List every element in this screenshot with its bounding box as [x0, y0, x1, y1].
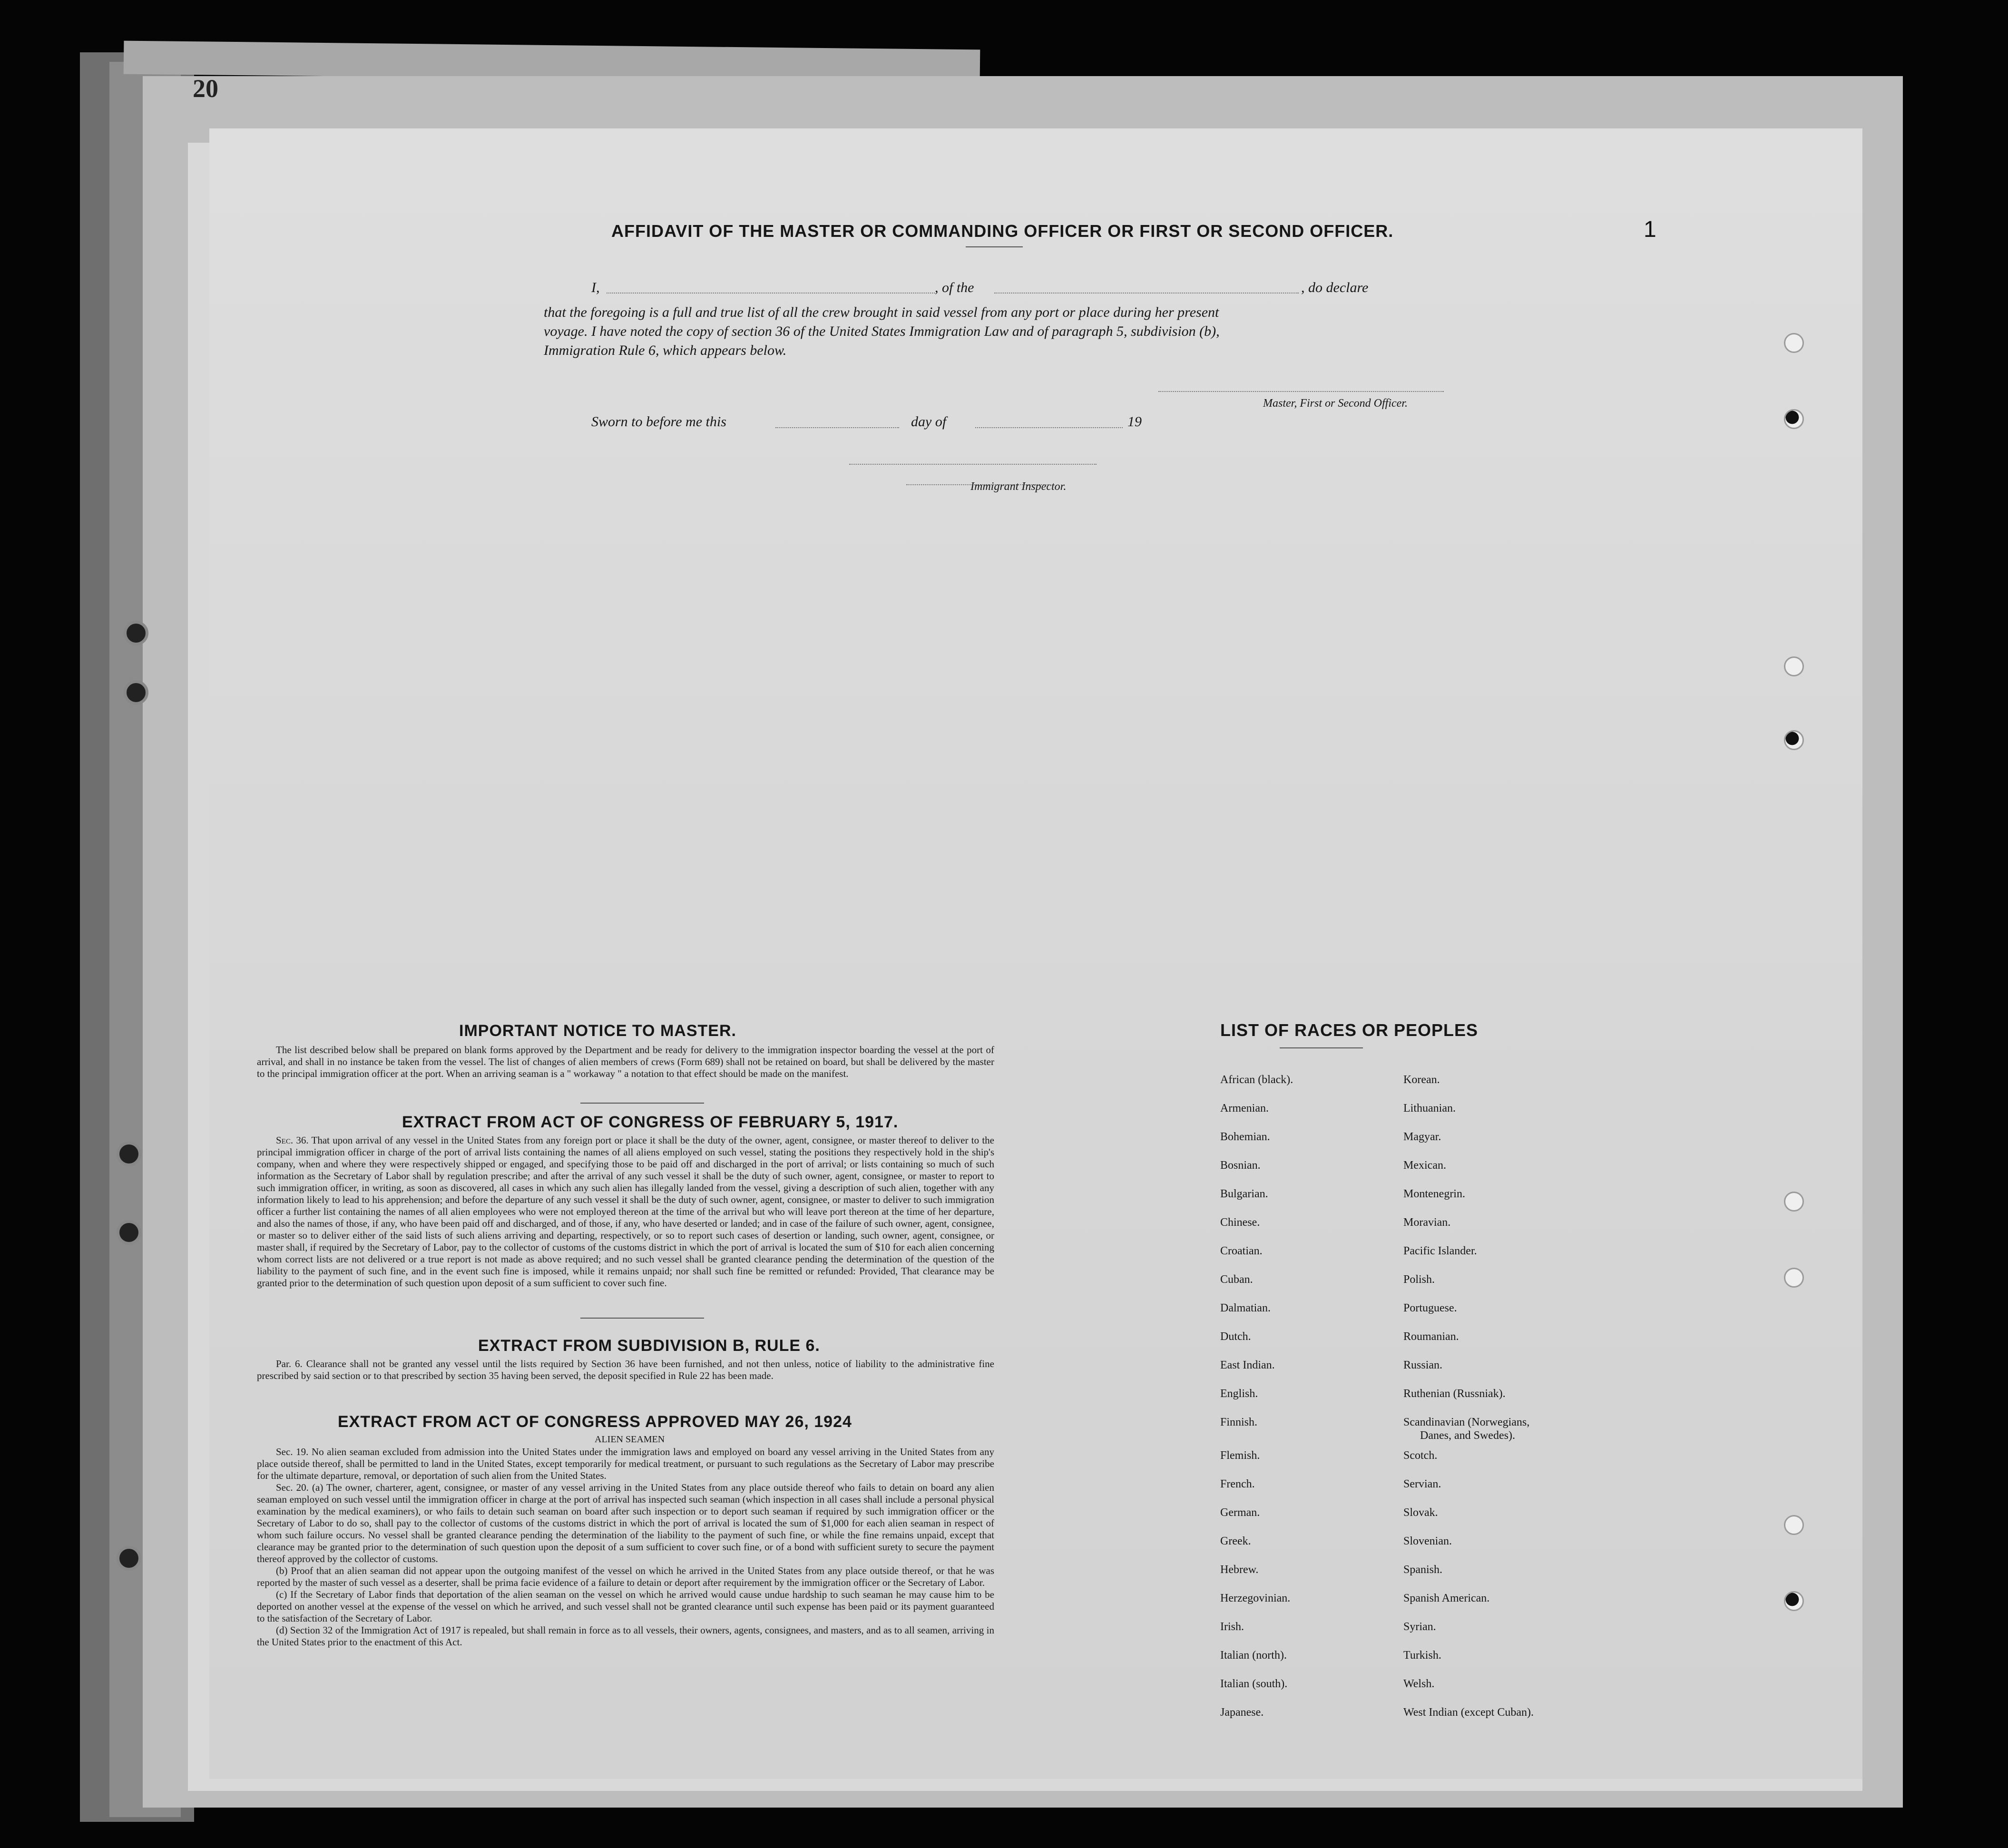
punch-hole-icon: [1784, 409, 1804, 429]
binder-ring-icon: [117, 1220, 141, 1245]
punch-hole-icon: [1784, 1515, 1804, 1535]
extract-rule6-body: Par. 6. Clearance shall not be granted any vessel until the lists required by Section 36 have been furnished, and not then unless, notice of liability to the administrative fine prescribed by said section or to that prescribed by section 35 having been served, the deposit specified in Rule 22 has been made.: [257, 1358, 994, 1381]
section-20d: (d) Section 32 of the Immigration Act of 1917 is repealed, but shall remain in force as to all vessels, their owners, agents, consignees, and masters, and as to all seamen, arriving in the United States prior to the enactment of this Act.: [257, 1624, 994, 1648]
edge-tab: 20: [193, 74, 218, 103]
race-item: Japanese.: [1220, 1706, 1264, 1719]
affidavit-of-the: , of the: [935, 280, 974, 295]
race-item: Polish.: [1403, 1273, 1435, 1286]
race-item: Montenegrin.: [1403, 1188, 1465, 1200]
race-item: Bulgarian.: [1220, 1188, 1268, 1200]
race-item: Russian.: [1403, 1359, 1443, 1371]
section-20b: (b) Proof that an alien seaman did not appear upon the outgoing manifest of the vessel on which he arrived in the United States from any place outside thereof, or that he was reported by the master of such vessel as a deserter, shall be prima facie evidence of a failure to detain or deport after requirement by the immigration officer or the Secretary of Labor.: [257, 1565, 994, 1588]
race-item: Magyar.: [1403, 1131, 1441, 1143]
inspector-signature-line: [849, 464, 1097, 465]
race-item: German.: [1220, 1506, 1260, 1519]
sworn-date-blank: [775, 427, 899, 428]
race-item: Roumanian.: [1403, 1330, 1459, 1343]
punch-hole-icon: [1784, 1192, 1804, 1212]
notice-body: The list described below shall be prepared on blank forms approved by the Department and be ready for delivery to the immigration inspector boarding the vessel at the port of arrival, and shall in no instance be taken from the vessel. The list of changes of alien members of crews (Form 689) shall not be retained on board, but shall be delivered by the master to the principal immigration officer at the port. When an arriving seaman is a " workaway " a notation to that effect should be made on the manifest.: [257, 1044, 994, 1079]
punch-hole-icon: [1784, 333, 1804, 353]
race-item: Irish.: [1220, 1621, 1244, 1633]
race-item: English.: [1220, 1388, 1258, 1400]
sworn-text: Sworn to before me this: [591, 414, 726, 430]
binder-ring-icon: [124, 621, 148, 645]
extract-rule6-title: EXTRACT FROM SUBDIVISION B, RULE 6.: [478, 1337, 820, 1355]
day-of-text: day of: [911, 414, 947, 430]
extract-1917-section: Sec. 36.: [276, 1134, 309, 1146]
title-underline: [966, 246, 1023, 247]
master-label: Master, First or Second Officer.: [1263, 397, 1408, 410]
section-20a: Sec. 20. (a) The owner, charterer, agent, consignee, or master of any vessel arriving in the United States from any place outside thereof who fails to detain on board any alien seaman employed on such vessel until the immigration officer in charge at the port of arrival has inspected such seaman (which inspection in all cases shall include a personal physical examination by the medical examiners), or who fails to detain such seaman on board after such inspection or to deport such seaman if required by such immigration officer or the Secretary of Labor to do so, shall pay to the collector of customs of the customs district in which the port of arrival is located the sum of $1,000 for each alien seaman in respect of whom such failure occurs. No vessel shall be granted clearance pending the determination of the liability to the payment of such fine, or while the fine remains unpaid, except that clearance may be granted prior to the determination of such question upon the deposit of a sum sufficient to cover such fine, or of a bond with sufficient surety to secure the payment thereof approved by the collector of customs.: [257, 1482, 994, 1564]
race-item: Portuguese.: [1403, 1302, 1457, 1314]
binder-ring-icon: [117, 1142, 141, 1166]
extract-1924-title: EXTRACT FROM ACT OF CONGRESS APPROVED MAY 26, 1924: [338, 1413, 852, 1431]
race-item: Spanish American.: [1403, 1592, 1490, 1604]
races-title: LIST OF RACES OR PEOPLES: [1220, 1020, 1479, 1040]
race-item: Turkish.: [1403, 1649, 1441, 1662]
race-item: Finnish.: [1220, 1416, 1258, 1428]
race-item: Italian (north).: [1220, 1649, 1287, 1662]
race-item: Lithuanian.: [1403, 1102, 1456, 1115]
binder-ring-icon: [117, 1546, 141, 1571]
race-item: Italian (south).: [1220, 1678, 1288, 1690]
race-item: Bohemian.: [1220, 1131, 1270, 1143]
race-item-continued: Danes, and Swedes).: [1420, 1429, 1515, 1442]
race-item: Scandinavian (Norwegians,: [1403, 1416, 1530, 1428]
race-item: French.: [1220, 1478, 1255, 1490]
notice-title: IMPORTANT NOTICE TO MASTER.: [459, 1022, 736, 1040]
race-item: Hebrew.: [1220, 1564, 1259, 1576]
document-page: [209, 128, 1862, 1779]
race-item: Dutch.: [1220, 1330, 1251, 1343]
race-item: Moravian.: [1403, 1216, 1451, 1229]
extract-1924-body: [257, 1446, 994, 1648]
race-item: West Indian (except Cuban).: [1403, 1706, 1534, 1719]
punch-hole-icon: [1784, 730, 1804, 750]
binder-ring-icon: [124, 680, 148, 705]
extract-1917-title: EXTRACT FROM ACT OF CONGRESS OF FEBRUARY 5, 1917.: [402, 1113, 899, 1131]
race-item: Flemish.: [1220, 1449, 1260, 1462]
year-prefix: 19: [1127, 414, 1142, 430]
race-item: Bosnian.: [1220, 1159, 1261, 1172]
affidavit-declare: , do declare: [1301, 280, 1369, 295]
affidavit-i: I,: [591, 280, 600, 295]
extract-1917-text: That upon arrival of any vessel in the United States from any foreign port or place it shall be the duty of the owner, agent, consignee, or master thereof to deliver to the principal immigration officer in charge of the port of arrival lists containing the names of all aliens employed on such vessel, stating the positions they respectively hold in the ship's company, when and where they were respectively shipped or engaged, and specifying those to be paid off and discharged in the port of arrival; or lists containing so much of such information as the Secretary of Labor shall by regulation prescribe; and after the arrival of any such vessel it shall be the duty of such owner, agent, consignee, or master to report to such immigration officer, in writing, as soon as discovered, all cases in which any such alien has illegally landed from the vessel, giving a description of such alien, together with any information likely to lead to his apprehension; and before the departure of any such vessel it shall be the duty of such owner, agent, consignee, or master to deliver to such immigration officer a further list containing the names of all alien employees who were not employed thereon at the time of the arrival but who will leave port thereon at the time of her departure, and also the names of those, if any, who have been paid off and discharged, and of those, if any, who have deserted or landed; and in case of the failure of such owner, agent, consignee, or master so to deliver either of the said lists of such aliens arriving and departing, respectively, or so to report such cases of desertion or landing, such owner, agent, consignee, or master shall, if required by the Secretary of Labor, pay to the collector of customs of the customs district in which the port of arrival is located the sum of $10 for each alien concerning whom correct lists are not delivered or a true report is not made as above required; and no such vessel shall be granted clearance pending the determination of the question of the liability to the payment of such fine, and in the event such fine is imposed, while it remains unpaid; nor shall such fine be remitted or refunded: Provided, That clearance may be granted prior to the determination of such question upon deposit of a sum sufficient to cover such fine.: [257, 1134, 994, 1289]
notice-divider: [580, 1103, 704, 1104]
race-item: Chinese.: [1220, 1216, 1260, 1229]
races-title-underline: [1280, 1047, 1363, 1048]
punch-hole-icon: [1784, 1268, 1804, 1288]
affidavit-line-2: that the foregoing is a full and true list of all the crew brought in said vessel from any port or place during her present: [544, 304, 1219, 320]
affidavit-line-3: voyage. I have noted the copy of section 36 of the United States Immigration Law and of paragraph 5, subdivision (b),: [544, 323, 1220, 339]
race-item: Croatian.: [1220, 1245, 1263, 1257]
race-item: Greek.: [1220, 1535, 1251, 1547]
race-item: Spanish.: [1403, 1564, 1443, 1576]
extract-1917-divider: [580, 1318, 704, 1319]
race-item: Slovenian.: [1403, 1535, 1452, 1547]
affidavit-title: AFFIDAVIT OF THE MASTER OR COMMANDING OFFICER OR FIRST OR SECOND OFFICER.: [611, 221, 1394, 241]
race-item: Mexican.: [1403, 1159, 1446, 1172]
race-item: Dalmatian.: [1220, 1302, 1271, 1314]
race-item: Korean.: [1403, 1074, 1440, 1086]
section-19: Sec. 19. No alien seaman excluded from admission into the United States under the immigration laws and employed on board any vessel arriving in the United States from any place outside thereof, shall be permitted to land in the United States, except temporarily for medical treatment, or pursuant to such regulations as the Secretary of Labor may prescribe for the ultimate departure, removal, or deportation of such alien from the United States.: [257, 1446, 994, 1481]
race-item: Cuban.: [1220, 1273, 1253, 1286]
race-item: African (black).: [1220, 1074, 1293, 1086]
page-number: 1: [1644, 217, 1656, 242]
extract-1917-body: [257, 1134, 994, 1289]
section-20c: (c) If the Secretary of Labor finds that deportation of the alien seaman on the vessel on which he arrived would cause undue hardship to such seaman he may cause him to be deported on another vessel at the expense of the vessel on which he arrived, and such vessel shall not be granted clearance until such expense has been paid or its payment guaranteed to the satisfaction of the Secretary of Labor.: [257, 1589, 994, 1624]
race-item: Pacific Islander.: [1403, 1245, 1477, 1257]
inspector-label: Immigrant Inspector.: [970, 480, 1067, 493]
punch-hole-icon: [1784, 656, 1804, 676]
master-signature-line: [1158, 391, 1444, 392]
race-item: Servian.: [1403, 1478, 1441, 1490]
punch-hole-icon: [1784, 1591, 1804, 1611]
affidavit-line-4: Immigration Rule 6, which appears below.: [544, 342, 787, 358]
race-item: Slovak.: [1403, 1506, 1438, 1519]
race-item: Ruthenian (Russniak).: [1403, 1388, 1506, 1400]
race-item: Scotch.: [1403, 1449, 1438, 1462]
race-item: East Indian.: [1220, 1359, 1275, 1371]
extract-1924-subtitle: ALIEN SEAMEN: [595, 1434, 665, 1445]
race-item: Herzegovinian.: [1220, 1592, 1291, 1604]
race-item: Armenian.: [1220, 1102, 1269, 1115]
month-blank: [975, 427, 1123, 428]
race-item: Syrian.: [1403, 1621, 1436, 1633]
race-item: Welsh.: [1403, 1678, 1435, 1690]
